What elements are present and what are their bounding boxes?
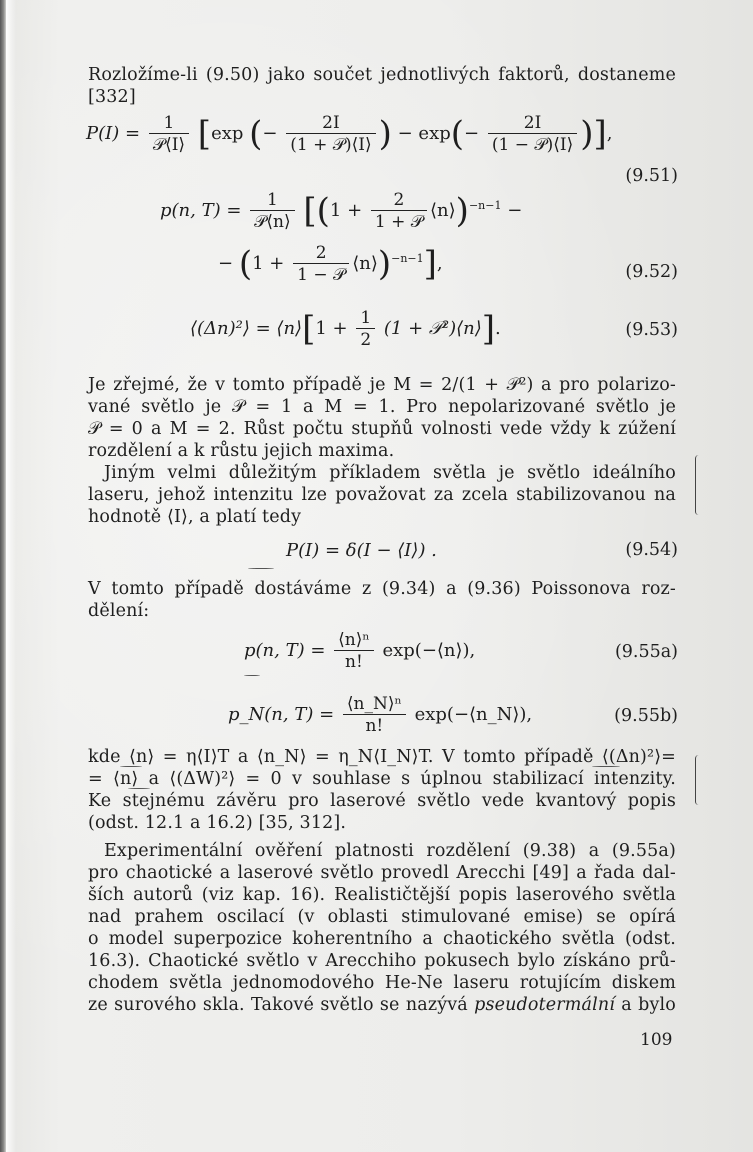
left-paren: ( [249,114,263,154]
text-line: 𝒫 = 0 a M = 2. Růst počtu stupňů volnosti vede vždy k zúžení [88,419,676,439]
fraction: $\frac{2}{\text{1 + 𝒫}}$ [371,190,427,232]
pencil-margin-mark [695,455,702,515]
text-line: 16.3). Chaotické světlo v Arecchiho pokusech bylo získáno prů- [88,951,676,971]
text-line: V tomto případě dostáváme z (9.34) a (9.36) Poissonova roz- [88,579,676,599]
equation-9-55a: p(n, T) = $\frac{\text{⟨n⟩ⁿ}}{n!}$ exp(−⟨n⟩), [244,630,476,672]
equation-number: (9.52) [625,262,678,282]
text-line: rozdělení a k růstu jejich maxima. [88,441,395,461]
equation-number: (9.54) [625,540,678,560]
equation-9-52-line-1: p(n, T) = $\frac{1}{\text{𝒫⟨n⟩}}$ [(1 + $\frac{2}{\text{1 + 𝒫}}$ ⟨n⟩)$^{-n-1}$ − [160,190,523,232]
text-line: pro chaotické a laserové světlo provedl Arecchi [49] a řada dal- [88,863,676,883]
right-paren: ) [580,114,594,154]
equation-9-54: P(I) = δ(I − ⟨I⟩) . [286,540,437,561]
text-line: ších autorů (viz kap. 16). Realističtější popis laserového světla [88,885,676,905]
pencil-margin-mark [695,755,702,805]
fraction: $\frac{2I}{\text{(1 − 𝒫)⟨I⟩}}$ [488,113,577,155]
pencil-underline [128,788,150,789]
text-line-with-italic: ze surového skla. Takové světlo se nazývá pseudotermální a bylo [88,995,676,1015]
right-bracket: ] [593,114,607,154]
fraction: $\frac{1}{\text{𝒫⟨n⟩}}$ [250,190,294,232]
right-paren: ) [455,191,469,231]
text-line: hodnotě ⟨I⟩, a platí tedy [88,507,302,527]
text-line: dělení: [88,601,150,621]
fraction: $\frac{\text{⟨n⟩ⁿ}}{n!}$ [334,630,374,672]
text-line: Ke stejnému závěru pro laserové světlo vede kvantový popis [88,791,676,811]
equation-number: (9.55a) [614,642,678,662]
binding-shadow [6,0,16,1152]
equation-9-52-line-2: − (1 + $\frac{2}{\text{1 − 𝒫}}$ ⟨n⟩)$^{-n-1}$], [218,243,443,285]
text-line: Jiným velmi důležitým příkladem světla je světlo ideálního [104,463,676,483]
right-bracket: ] [423,244,437,284]
text-line: laseru, jehož intenzitu lze považovat za zcela stabilizovanou na [88,485,676,505]
fraction: $\frac{\text{⟨n\_N⟩ⁿ}}{n!}$ [343,694,406,736]
fraction: $\frac{2}{\text{1 − 𝒫}}$ [293,243,349,285]
text-line: (odst. 12.1 a 16.2) [35, 312]. [88,813,347,833]
text-line: Experimentální ověření platnosti rozdělení (9.38) a (9.55a) [104,841,676,861]
text-line: vané světlo je 𝒫 = 1 a M = 1. Pro nepolarizované světlo je [88,397,676,417]
equation-number: (9.53) [625,320,678,340]
pencil-underline [592,766,620,767]
page-number: 109 [640,1030,673,1050]
text-line: [332] [88,87,136,107]
text-line: nad prahem oscilací (v oblasti stimulované emise) se opírá [88,907,676,927]
text-line: o model superpozice koherentního a chaotického světla (odst. [88,929,676,949]
right-bracket: ] [481,309,496,349]
text-line: Rozložíme-li (9.50) jako součet jednotlivých faktorů, dostaneme [88,65,676,85]
fraction: $\frac{1}{\text{𝒫⟨I⟩}}$ [149,113,189,155]
text-line: kde ⟨n⟩ = η⟨I⟩T a ⟨n_N⟩ = η_N⟨I_N⟩T. V tomto případě ⟨(Δn)²⟩= [88,747,676,767]
left-bracket: [ [303,191,317,231]
equation-number: (9.55b) [614,706,678,726]
text-line: chodem světla jednomodového He-Ne laseru rotujícím diskem [88,973,676,993]
pencil-underline [120,766,142,767]
italic-term: pseudotermální [474,995,616,1015]
left-paren: ( [238,244,253,284]
right-paren: ) [378,114,392,154]
left-paren: ( [316,191,330,231]
equation-9-55b: p_N(n, T) = $\frac{\text{⟨n\_N⟩ⁿ}}{n!}$ exp(−⟨n_N⟩), [228,694,533,736]
left-bracket: [ [197,114,212,154]
eq-lhs: P(I) = [86,123,141,144]
equation-number: (9.51) [625,166,678,186]
pencil-underline [244,675,260,676]
left-paren: ( [450,114,465,154]
text-line: Je zřejmé, že v tomto případě je M = 2/(1 + 𝒫²) a pro polarizo- [88,375,676,395]
equation-9-51: P(I) = $\frac{1}{\text{𝒫⟨I⟩}}$ [exp (− $\frac{2I}{\text{(1 + 𝒫)⟨I⟩}}$ ) − exp(− $\frac{2I}{\text{(1 − 𝒫)⟨I⟩}}$ )], [86,113,613,155]
pencil-underline [248,568,274,569]
fraction: $\frac{1}{2}$ [356,308,375,350]
left-bracket: [ [302,309,316,349]
fraction: $\frac{2I}{\text{(1 + 𝒫)⟨I⟩}}$ [286,113,375,155]
equation-9-53: ⟨(Δn)²⟩ = ⟨n⟩[1 + $\frac{1}{2}$ (1 + 𝒫²)⟨n⟩]. [190,308,501,350]
right-paren: ) [377,244,392,284]
text-line: = ⟨n⟩ a ⟨(ΔW)²⟩ = 0 v souhlase s úplnou stabilizací intenzity. [88,769,676,789]
